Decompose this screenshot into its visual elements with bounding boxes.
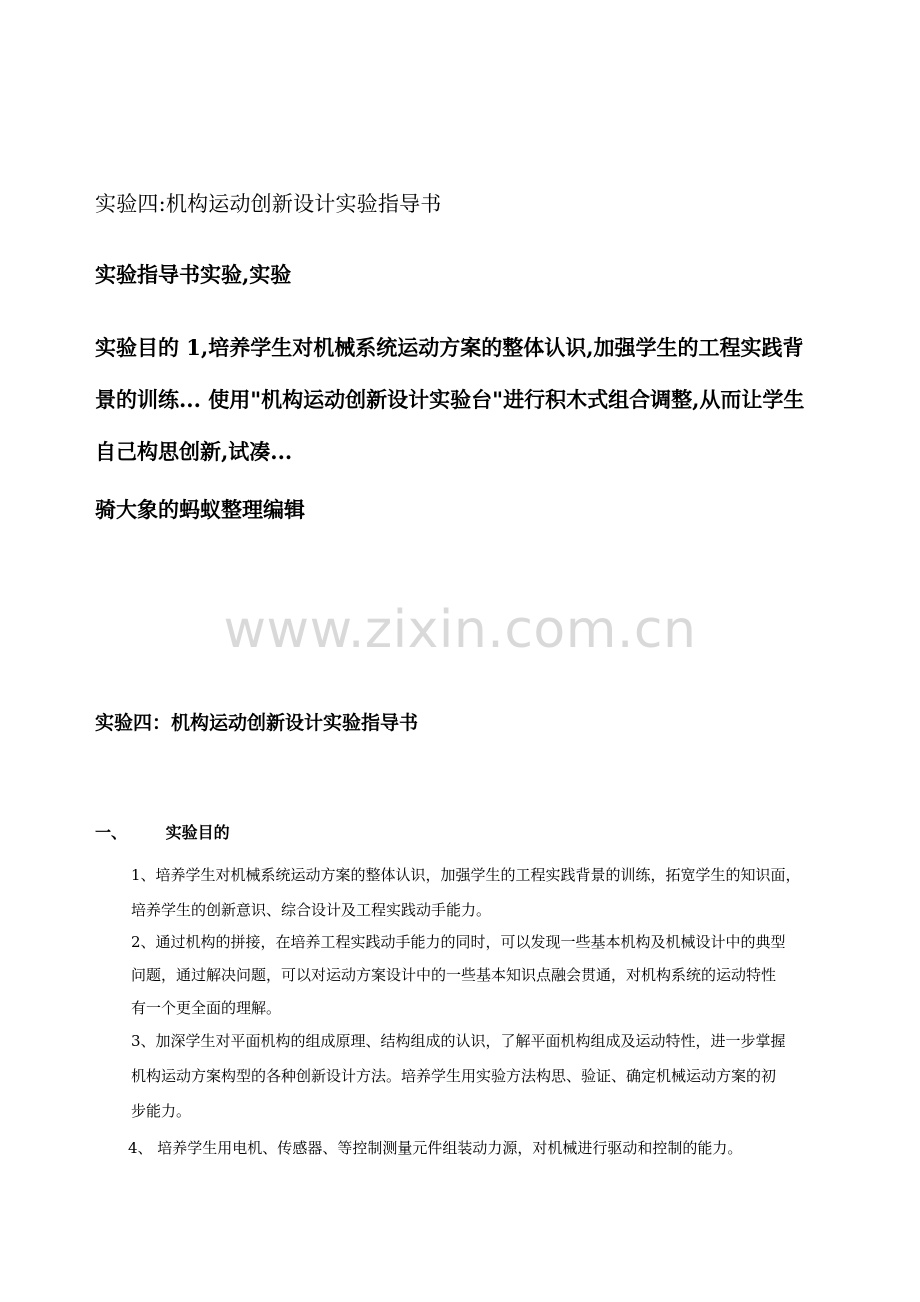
list-item: [128, 1137, 742, 1158]
summary-line: 实验目的 1,培养学生对机械系统运动方案的整体认识,加强学生的工程实践背: [95, 335, 804, 360]
list-item-line: 3、加深学生对平面机构的组成原理、结构组成的认识，了解平面机构组成及运动特性，进一步掌握: [131, 1032, 786, 1050]
document-title: 实验四:机构运动创新设计实验指导书: [95, 192, 442, 216]
summary-line: 景的训练... 使用"机构运动创新设计实验台"进行积木式组合调整,从而让学生: [95, 387, 805, 412]
list-heading-label: 实验目的: [165, 823, 230, 842]
list-item-line: 4、 培养学生用电机、传感器、等控制测量元件组装动力源，对机械进行驱动和控制的能力。: [128, 1139, 743, 1157]
list-item: [131, 1024, 836, 1129]
list-item-line: 问题，通过解决问题，可以对运动方案设计中的一些基本知识点融会贯通，对机构系统的运动特性: [131, 966, 777, 984]
summary-line: 自己构思创新,试凑...: [95, 439, 293, 464]
list-heading: [95, 820, 230, 843]
list-heading-number: 一、: [95, 823, 128, 842]
document-subtitle: 实验指导书实验,实验: [95, 262, 292, 287]
watermark: www.zixin.com.cn: [223, 600, 697, 660]
list-item-line: 步能力。: [131, 1102, 192, 1120]
list-item-line: 1、培养学生对机械系统运动方案的整体认识，加强学生的工程实践背景的训练，拓宽学生的知识面，: [131, 866, 801, 884]
list-item-line: 培养学生的创新意识、综合设计及工程实践动手能力。: [131, 901, 492, 919]
section-heading: 实验四：机构运动创新设计实验指导书: [95, 712, 419, 734]
list-item-line: 2、通过机构的拼接，在培养工程实践动手能力的同时，可以发现一些基本机构及机械设计中的典型: [131, 933, 786, 951]
summary-paragraph: [95, 322, 835, 478]
list-item-line: 有一个更全面的理解。: [131, 999, 282, 1017]
list-item: [131, 926, 836, 1025]
list-item-line: 机构运动方案构型的各种创新设计方法。培养学生用实验方法构思、验证、确定机械运动方案的初: [131, 1067, 777, 1085]
editor-note: 骑大象的蚂蚁整理编辑: [95, 497, 305, 522]
list-item: [131, 858, 836, 928]
